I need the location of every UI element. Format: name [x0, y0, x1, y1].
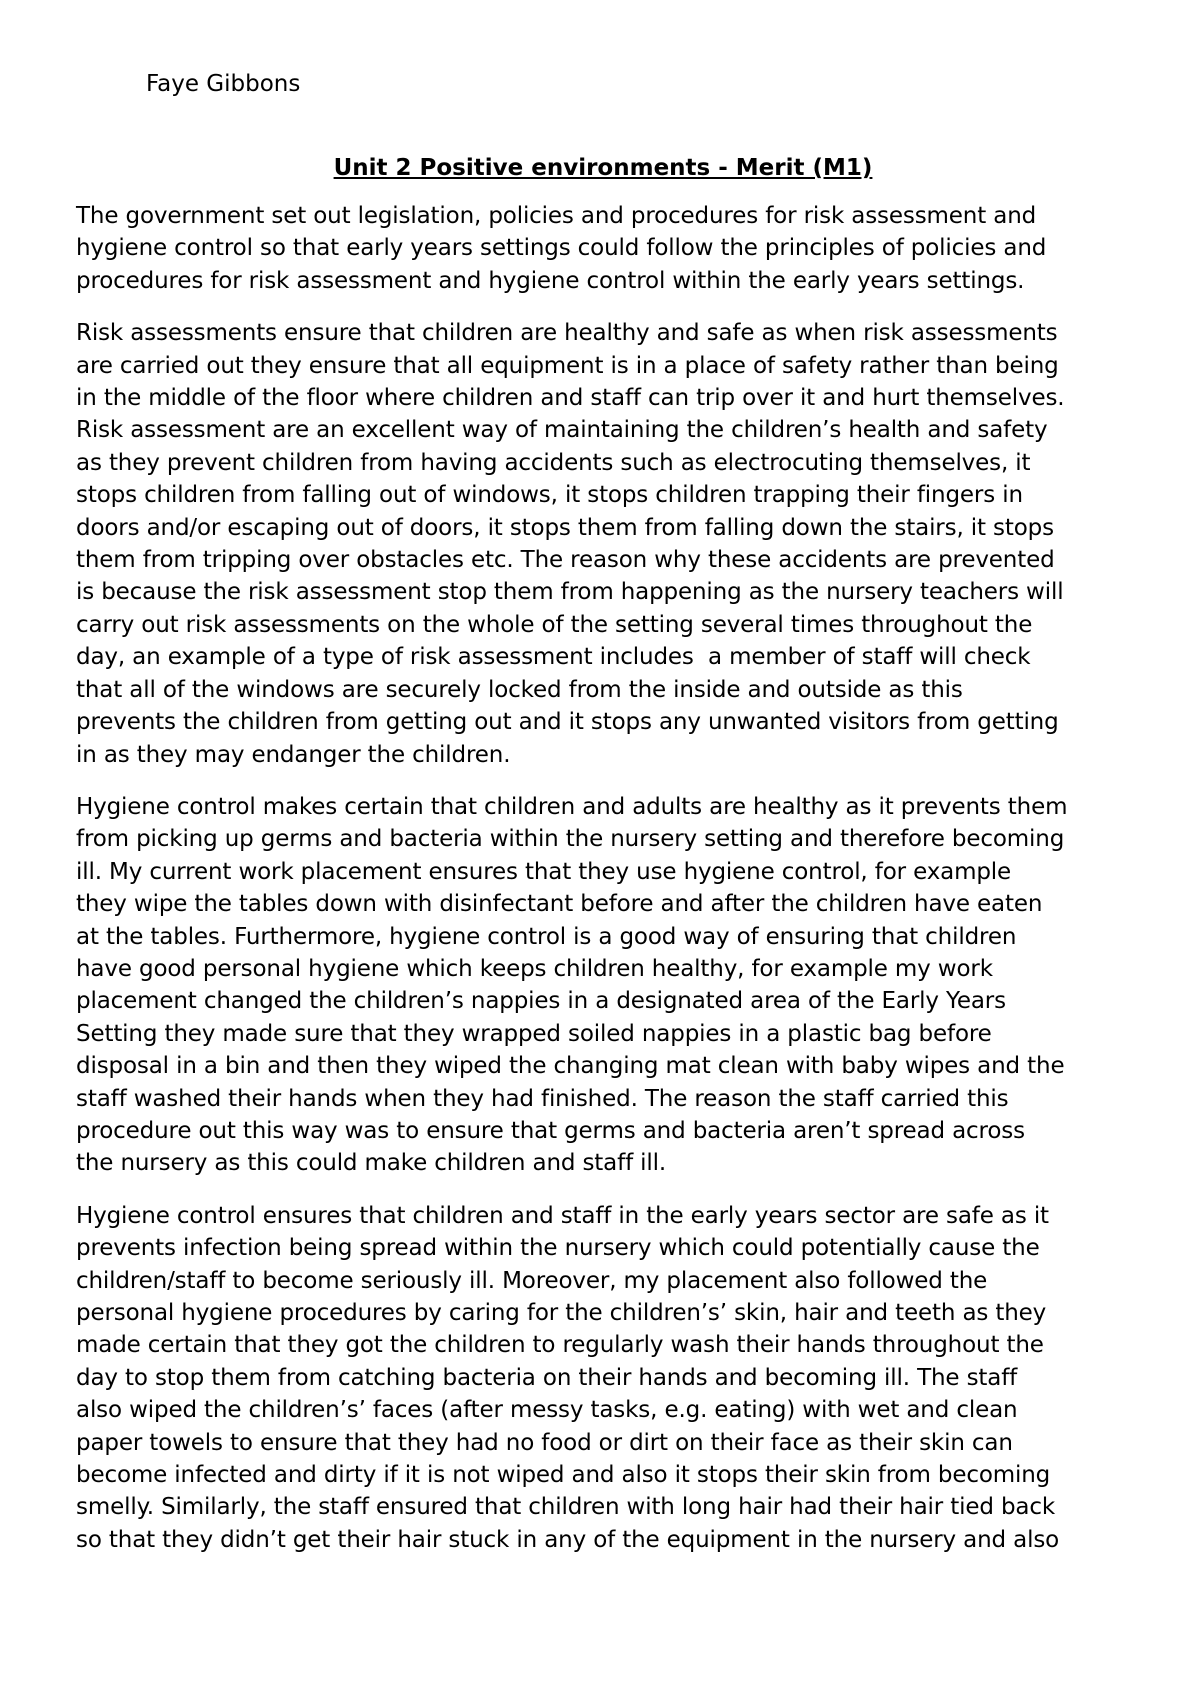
text-line: paper towels to ensure that they had no food or dirt on their face as their skin can — [76, 1429, 1013, 1456]
text-line: staff washed their hands when they had finished. The reason the staff carried this — [76, 1085, 1009, 1112]
text-line: carry out risk assessments on the whole of the setting several times throughout the — [76, 611, 1033, 638]
text-line: prevents infection being spread within the nursery which could potentially cause the — [76, 1235, 1040, 1262]
text-line: that all of the windows are securely locked from the inside and outside as this — [76, 676, 963, 703]
document-title: Unit 2 Positive environments - Merit (M1) — [333, 155, 873, 181]
author-name: Faye Gibbons — [146, 71, 301, 97]
text-line: hygiene control so that early years settings could follow the principles of policies and — [76, 235, 1047, 262]
paragraph — [76, 317, 1130, 771]
text-line: smelly. Similarly, the staff ensured that children with long hair had their hair tied back — [76, 1494, 1056, 1521]
text-line: made certain that they got the children to regularly wash their hands throughout the — [76, 1332, 1044, 1359]
text-line: procedure out this way was to ensure that germs and bacteria aren’t spread across — [76, 1117, 1025, 1144]
text-line: become infected and dirty if it is not wiped and also it stops their skin from becoming — [76, 1462, 1051, 1489]
text-line: are carried out they ensure that all equipment is in a place of safety rather than being — [76, 352, 1059, 379]
document-body — [76, 200, 1130, 1556]
text-line: in as they may endanger the children. — [76, 741, 511, 768]
text-line: prevents the children from getting out and it stops any unwanted visitors from getting — [76, 709, 1059, 736]
text-line: Risk assessment are an excellent way of maintaining the children’s health and safety — [76, 417, 1048, 444]
paragraph — [76, 200, 1130, 297]
text-line: them from tripping over obstacles etc. The reason why these accidents are prevented — [76, 547, 1055, 574]
text-line: ill. My current work placement ensures that they use hygiene control, for example — [76, 858, 1012, 885]
paragraph — [76, 1200, 1130, 1556]
text-line: personal hygiene procedures by caring for the children’s’ skin, hair and teeth as they — [76, 1300, 1047, 1326]
text-line: also wiped the children’s’ faces (after messy tasks, e.g. eating) with wet and clean — [76, 1397, 1018, 1424]
text-line: Hygiene control ensures that children and staff in the early years sector are safe as it — [76, 1202, 1049, 1229]
text-line: is because the risk assessment stop them from happening as the nursery teachers will — [76, 579, 1064, 606]
text-line: so that they didn’t get their hair stuck in any of the equipment in the nursery and also — [76, 1526, 1060, 1553]
text-line: The government set out legislation, policies and procedures for risk assessment and — [76, 203, 1037, 229]
text-line: placement changed the children’s nappies in a designated area of the Early Years — [76, 988, 1006, 1015]
text-line: Setting they made sure that they wrapped soiled nappies in a plastic bag before — [76, 1020, 992, 1047]
text-line: Risk assessments ensure that children are healthy and safe as when risk assessments — [76, 320, 1058, 347]
text-line: disposal in a bin and then they wiped the changing mat clean with baby wipes and the — [76, 1053, 1065, 1080]
text-line: have good personal hygiene which keeps children healthy, for example my work — [76, 955, 993, 982]
text-line: in the middle of the floor where children and staff can trip over it and hurt themselves. — [76, 385, 1065, 412]
text-line: stops children from falling out of windows, it stops children trapping their fingers in — [76, 482, 1023, 509]
text-line: Hygiene control makes certain that children and adults are healthy as it prevents them — [76, 793, 1068, 820]
text-line: procedures for risk assessment and hygiene control within the early years settings. — [76, 267, 1025, 294]
text-line: doors and/or escaping out of doors, it stops them from falling down the stairs, it stops — [76, 514, 1054, 541]
text-line: from picking up germs and bacteria within the nursery setting and therefore becoming — [76, 826, 1065, 853]
text-line: children/staff to become seriously ill. Moreover, my placement also followed the — [76, 1267, 988, 1294]
text-line: at the tables. Furthermore, hygiene control is a good way of ensuring that children — [76, 923, 1017, 950]
text-line: as they prevent children from having accidents such as electrocuting themselves, it — [76, 449, 1031, 476]
text-line: day, an example of a type of risk assessment includes a member of staff will check — [76, 644, 1031, 671]
paragraph — [76, 791, 1130, 1180]
text-line: they wipe the tables down with disinfectant before and after the children have eaten — [76, 891, 1043, 918]
text-line: day to stop them from catching bacteria on their hands and becoming ill. The staff — [76, 1364, 1018, 1391]
text-line: the nursery as this could make children and staff ill. — [76, 1150, 667, 1177]
